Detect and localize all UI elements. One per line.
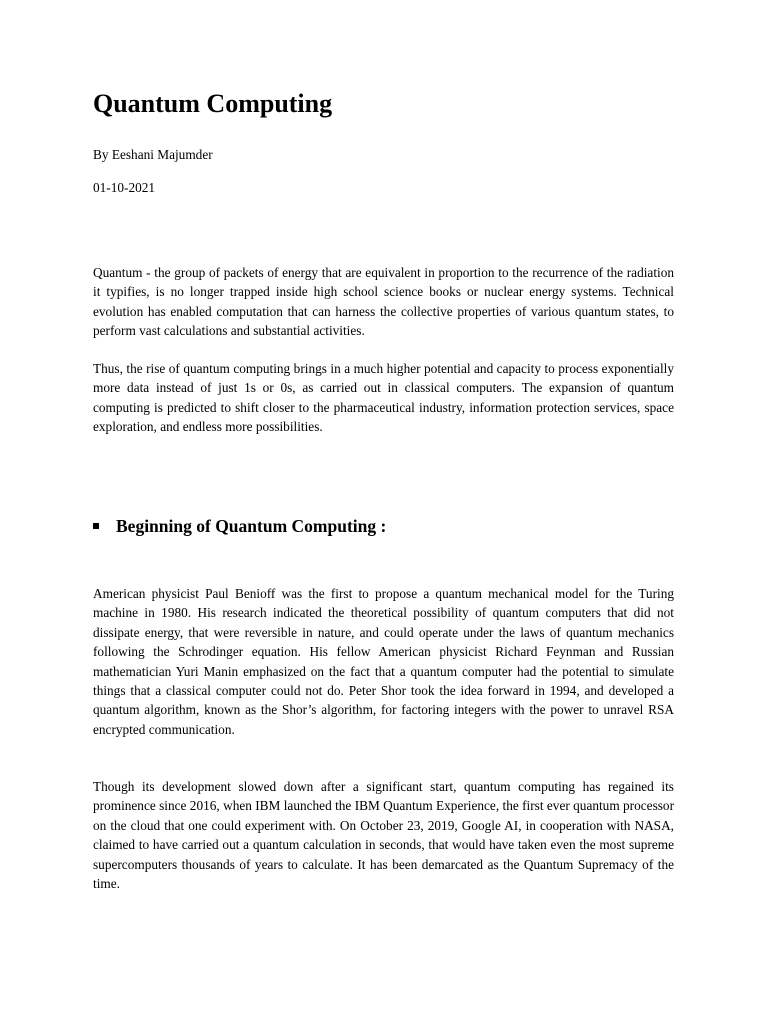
section-paragraph-1: American physicist Paul Benioff was the first to propose a quantum mechanical model for the Turing machine in 1980. His research indicated the theoretical possibility of quantum computers that did not dissipate energy, that were reversible in nature, and could operate under the laws of quantum mechanics following the Schrodinger equation. His fellow American physicist Richard Feynman and Russian mathematician Yuri Manin emphasized on the fact that a quantum computer had the potential to simulate things that a classical computer could not do. Peter Shor took the idea forward in 1994, and developed a quantum algorithm, known as the Shor’s algorithm, for factoring integers with the power to unravel RSA encrypted communication. xyxy=(93,586,674,737)
intro-paragraph-2: Thus, the rise of quantum computing brings in a much higher potential and capacity to process exponentially more data instead of just 1s or 0s, as carried out in classical computers. The expansion of quantum computing is predicted to shift closer to the pharmaceutical industry, information protection services, space exploration, and endless more possibilities. xyxy=(93,361,674,435)
publish-date: 01-10-2021 xyxy=(93,180,156,195)
document-title: Quantum Computing xyxy=(93,89,333,118)
section-heading xyxy=(93,513,386,539)
section-heading-text: Beginning of Quantum Computing : xyxy=(116,516,387,536)
square-bullet-icon xyxy=(93,523,99,529)
section-paragraph-2: Though its development slowed down after a significant start, quantum computing has regained its prominence since 2016, when IBM launched the IBM Quantum Experience, the first ever quantum processor on the cloud that one could experiment with. On October 23, 2019, Google AI, in cooperation with NASA, claimed to have carried out a quantum calculation in seconds, that would have taken even the most supreme supercomputers thousands of years to calculate. It has been demarcated as the Quantum Supremacy of the time. xyxy=(93,779,674,892)
intro-paragraph-1: Quantum - the group of packets of energy that are equivalent in proportion to the recurrence of the radiation it typifies, is no longer trapped inside high school science books or nuclear energy systems. Technical evolution has enabled computation that can harness the collective properties of various quantum states, to perform vast calculations and substantial activities. xyxy=(93,265,674,339)
author-line: By Eeshani Majumder xyxy=(93,147,213,162)
